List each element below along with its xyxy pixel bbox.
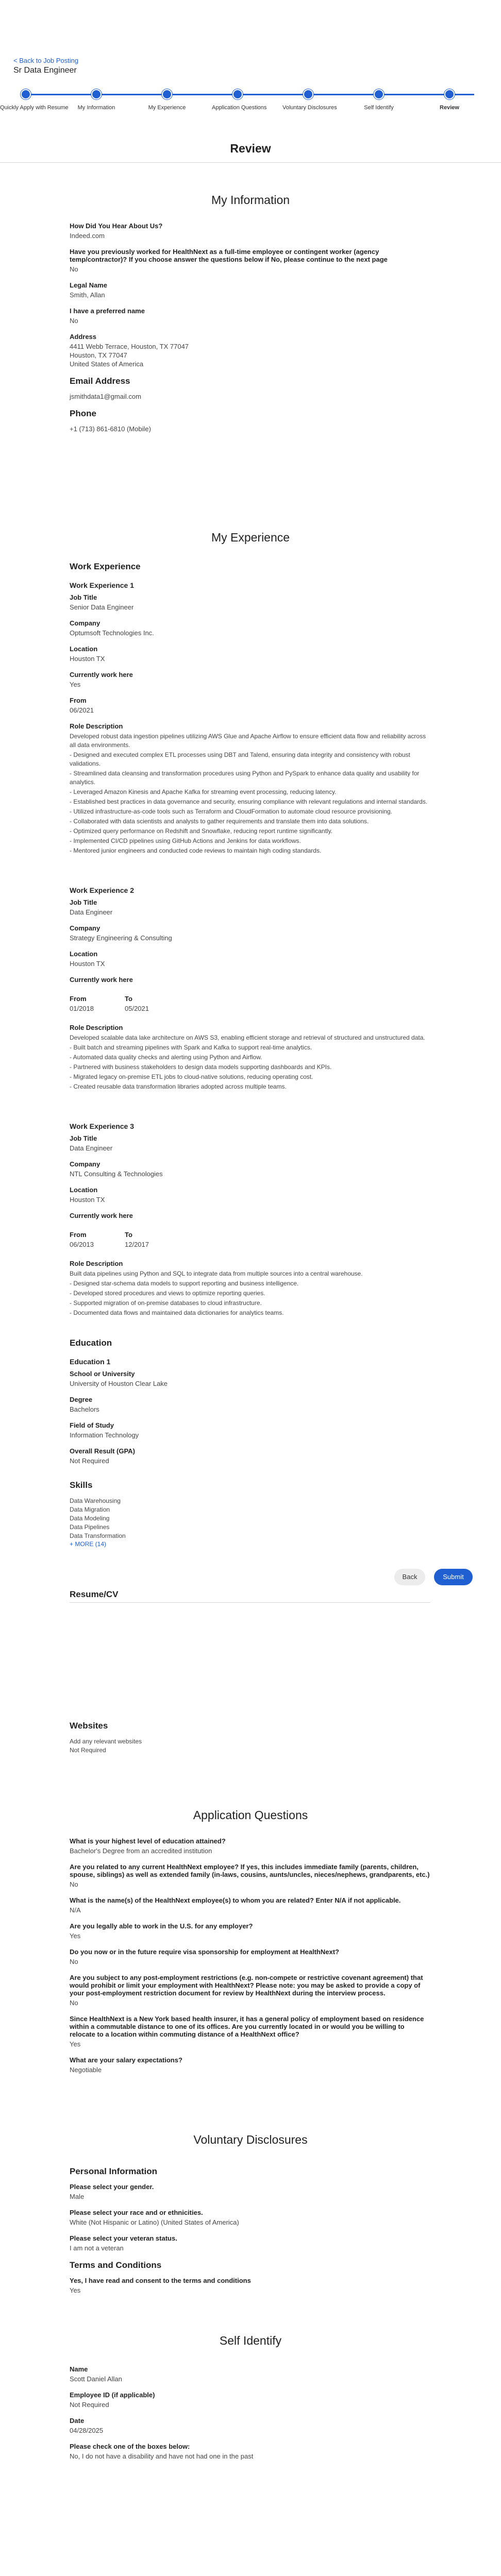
step-application-questions: Application Questions	[212, 89, 263, 111]
step-my-information: My Information	[71, 89, 122, 111]
desc-line: - Partnered with business stakeholders to design data models supporting dashboards and KPIs.	[70, 1063, 332, 1071]
my-information-title: My Information	[211, 193, 290, 207]
answer-value: Houston, TX 77047	[70, 351, 127, 359]
desc-line: - Streamlined data cleansing and transformation procedures using Python and PySpark to enhance data quality and usability for analytics.	[70, 770, 420, 786]
desc-line: - Designed and executed complex ETL processes using DBT and Talend, ensuring data integrity and consistency with robust validations.	[70, 751, 410, 767]
currently-value: Yes	[70, 681, 81, 688]
role-description	[70, 1269, 430, 1317]
location-label: Location	[70, 1186, 98, 1194]
from-value: 06/2021	[70, 706, 94, 714]
answer-value: United States of America	[70, 360, 144, 368]
desc-line: - Collaborated with data scientists and analysts to gather requirements and translate them into data solutions.	[70, 818, 369, 825]
school-value: University of Houston Clear Lake	[70, 1380, 168, 1387]
education-1-header: Education 1	[70, 1358, 111, 1366]
my-experience-section	[70, 556, 430, 1548]
job-title: Sr Data Engineer	[13, 66, 77, 75]
step-dot	[232, 89, 243, 99]
email-value: jsmithdata1@gmail.com	[70, 393, 141, 400]
gpa-value: Not Required	[70, 1457, 109, 1465]
divider	[0, 162, 501, 163]
answer-value: N/A	[70, 1906, 81, 1914]
company-label: Company	[70, 1160, 101, 1168]
skill-item: Data Warehousing	[70, 1497, 121, 1504]
desc-line: Built data pipelines using Python and SQL to integrate data from multiple sources into a central warehouse.	[70, 1270, 363, 1277]
question-label: Please check one of the boxes below:	[70, 2443, 190, 2450]
desc-line: - Developed stored procedures and views to optimize reporting queries.	[70, 1290, 265, 1297]
skill-item: Data Pipelines	[70, 1523, 110, 1531]
currently-label: Currently work here	[70, 976, 133, 984]
from-value: 06/2013	[70, 1241, 94, 1248]
desc-line: - Built batch and streaming pipelines with Spark and Kafka to support real-time analytics.	[70, 1044, 312, 1051]
location-value: Houston TX	[70, 960, 105, 968]
answer-value: Negotiable	[70, 2066, 102, 2074]
question-label: Employee ID (if applicable)	[70, 2391, 155, 2399]
role-description	[70, 1033, 430, 1091]
answer-value: White (Not Hispanic or Latino) (United States of America)	[70, 2218, 239, 2226]
role-description	[70, 732, 430, 855]
question-label: I have a preferred name	[70, 307, 145, 315]
currently-label: Currently work here	[70, 1212, 133, 1219]
voluntary-disclosures-title: Voluntary Disclosures	[193, 2133, 308, 2146]
question-label: How Did You Hear About Us?	[70, 222, 163, 230]
answer-value: No	[70, 317, 78, 325]
websites-value: Not Required	[70, 1747, 106, 1754]
question-label: What is your highest level of education attained?	[70, 1837, 226, 1845]
desc-line: - Mentored junior engineers and conducted code reviews to maintain high coding standards.	[70, 847, 322, 854]
step-voluntary-disclosures: Voluntary Disclosures	[282, 89, 334, 111]
job-title-value: Data Engineer	[70, 1144, 113, 1152]
desc-line: Developed robust data ingestion pipelines utilizing AWS Glue and Apache Airflow to ensure efficient data flow and reliability across all data environments.	[70, 733, 426, 749]
date-range	[70, 992, 430, 1021]
location-label: Location	[70, 645, 98, 653]
company-value: Strategy Engineering & Consulting	[70, 934, 172, 942]
websites-label: Add any relevant websites	[70, 1738, 142, 1745]
answer-value: 04/28/2025	[70, 2427, 104, 2434]
personal-information-heading: Personal Information	[70, 2166, 158, 2176]
role-description-label: Role Description	[70, 722, 123, 730]
company-value: Optumsoft Technologies Inc.	[70, 629, 154, 637]
phone-value: +1 (713) 861-6810 (Mobile)	[70, 425, 151, 433]
my-experience-title: My Experience	[211, 531, 290, 544]
work-experience-3-header: Work Experience 3	[70, 1122, 135, 1130]
question-label: Please select your veteran status.	[70, 2234, 177, 2242]
answer-value: Yes	[70, 2286, 81, 2294]
desc-line: - Migrated legacy on-premise ETL jobs to cloud-native solutions, reducing operating cost.	[70, 1073, 313, 1080]
desc-line: - Leveraged Amazon Kinesis and Apache Kafka for streaming event processing, reducing latency.	[70, 788, 337, 795]
answer-value: Bachelor's Degree from an accredited institution	[70, 1847, 212, 1855]
answer-value: No	[70, 265, 78, 273]
answer-value: Yes	[70, 1932, 81, 1940]
company-value: NTL Consulting & Technologies	[70, 1170, 163, 1178]
location-label: Location	[70, 950, 98, 958]
from-label: From	[70, 995, 87, 1003]
desc-line: - Automated data quality checks and alerting using Python and Airflow.	[70, 1054, 262, 1061]
question-label: Date	[70, 2417, 85, 2425]
date-range	[70, 1228, 430, 1257]
question-label: Please select your race and or ethnicities.	[70, 2209, 203, 2216]
submit-button[interactable]: Submit	[434, 1569, 473, 1585]
question-label: Are you legally able to work in the U.S. for any employer?	[70, 1922, 253, 1930]
job-title-label: Job Title	[70, 594, 97, 601]
answer-value: Scott Daniel Allan	[70, 2375, 122, 2383]
answer-value: Yes	[70, 2040, 81, 2048]
resume-heading: Resume/CV	[70, 1589, 119, 1599]
job-title-label: Job Title	[70, 899, 97, 906]
to-label: To	[125, 995, 132, 1003]
email-heading: Email Address	[70, 376, 130, 386]
step-dot	[21, 89, 31, 99]
voluntary-disclosures-section	[70, 2161, 430, 2302]
question-label: What is the name(s) of the HealthNext employee(s) to whom you are related? Enter N/A if not applicable.	[70, 1896, 401, 1904]
school-label: School or University	[70, 1370, 135, 1378]
from-value: 01/2018	[70, 1005, 94, 1012]
gpa-label: Overall Result (GPA)	[70, 1447, 135, 1455]
divider	[70, 1602, 430, 1603]
from-label: From	[70, 1231, 87, 1239]
question-label: What are your salary expectations?	[70, 2056, 182, 2064]
answer-value: Smith, Allan	[70, 291, 105, 299]
answer-value: No, I do not have a disability and have not had one in the past	[70, 2452, 254, 2460]
location-value: Houston TX	[70, 655, 105, 663]
question-label: Have you previously worked for HealthNext as a full-time employee or contingent worker (agency temp/contractor)? If you choose answer the questions below if No, please continue to the next page	[70, 248, 388, 263]
skill-item: Data Migration	[70, 1506, 110, 1513]
work-experience-1-header: Work Experience 1	[70, 581, 135, 589]
role-description-label: Role Description	[70, 1260, 123, 1267]
question-label: Are you subject to any post-employment restrictions (e.g. non-compete or restrictive covenant agreement) that would prohibit or limit your employment with HealthNext? Please note: you may be asked to provide a copy of your post-employment restriction document for review by HealthNext during the interview process.	[70, 1974, 423, 1997]
step-dot	[444, 89, 455, 99]
job-title-value: Data Engineer	[70, 908, 113, 916]
location-value: Houston TX	[70, 1196, 105, 1204]
desc-line: - Established best practices in data governance and security, ensuring compliance with relevant regulations and internal standards.	[70, 798, 428, 805]
skills-more-link[interactable]: + MORE (14)	[70, 1540, 107, 1548]
my-information-section	[70, 219, 430, 441]
self-identify-title: Self Identify	[219, 2334, 282, 2347]
work-experience-2-header: Work Experience 2	[70, 886, 135, 894]
question-label: Yes, I have read and consent to the terms and conditions	[70, 2277, 251, 2284]
question-label: Legal Name	[70, 281, 107, 289]
step-dot	[303, 89, 313, 99]
company-label: Company	[70, 924, 101, 932]
step-dot	[374, 89, 384, 99]
role-description-label: Role Description	[70, 1024, 123, 1031]
websites-section	[70, 1716, 430, 1755]
application-questions-title: Application Questions	[193, 1808, 308, 1822]
desc-line: - Designed star-schema data models to support reporting and business intelligence.	[70, 1280, 299, 1287]
desc-line: - Optimized query performance on Redshift and Snowflake, reducing report runtime significantly.	[70, 827, 333, 835]
degree-label: Degree	[70, 1396, 93, 1403]
websites-heading: Websites	[70, 1721, 108, 1731]
field-label: Field of Study	[70, 1421, 114, 1429]
question-label: Address	[70, 333, 97, 341]
to-value: 12/2017	[125, 1241, 149, 1248]
company-label: Company	[70, 619, 101, 627]
answer-value: No	[70, 1958, 78, 1965]
from-label: From	[70, 697, 87, 704]
degree-value: Bachelors	[70, 1405, 99, 1413]
job-title-value: Senior Data Engineer	[70, 603, 134, 611]
question-label: Do you now or in the future require visa sponsorship for employment at HealthNext?	[70, 1948, 339, 1956]
skill-item: Data Modeling	[70, 1515, 110, 1522]
desc-line: - Documented data flows and maintained data dictionaries for analytics teams.	[70, 1309, 284, 1316]
to-label: To	[125, 1231, 132, 1239]
page-title: Review	[230, 142, 271, 155]
desc-line: - Implemented CI/CD pipelines using GitHub Actions and Jenkins for data workflows.	[70, 837, 301, 844]
skill-item: Data Transformation	[70, 1532, 126, 1539]
answer-value: Indeed.com	[70, 232, 105, 240]
step-self-identify: Self Identify	[353, 89, 405, 111]
step-review: Review	[424, 89, 475, 111]
desc-line: Developed scalable data lake architecture on AWS S3, enabling efficient storage and retrieval of structured and unstructured data.	[70, 1034, 425, 1041]
back-button[interactable]: Back	[394, 1569, 425, 1585]
skills-heading: Skills	[70, 1480, 93, 1490]
self-identify-section	[70, 2362, 430, 2468]
question-label: Name	[70, 2365, 88, 2373]
step-dot	[162, 89, 172, 99]
question-label: Please select your gender.	[70, 2183, 154, 2191]
desc-line: - Utilized infrastructure-as-code tools such as Terraform and CloudFormation to automate cloud resource provisioning.	[70, 808, 393, 815]
to-value: 05/2021	[125, 1005, 149, 1012]
back-to-job-posting-link[interactable]: < Back to Job Posting	[13, 57, 79, 64]
answer-value: No	[70, 1880, 78, 1888]
education-heading: Education	[70, 1338, 112, 1348]
step-my-experience: My Experience	[141, 89, 193, 111]
work-experience-heading: Work Experience	[70, 562, 141, 571]
terms-heading: Terms and Conditions	[70, 2260, 162, 2270]
phone-heading: Phone	[70, 409, 96, 418]
top-header	[0, 0, 501, 77]
application-questions-section	[70, 1834, 430, 2082]
step-dot	[91, 89, 102, 99]
question-label: Are you related to any current HealthNext employee? If yes, this includes immediate family (parents, children, spouse, siblings) as well as extended family (in-laws, cousins, aunts/uncles, nieces/nephews, grandparents, etc.)	[70, 1863, 430, 1878]
job-title-label: Job Title	[70, 1134, 97, 1142]
question-label: Since HealthNext is a New York based health insurer, it has a general policy of employment based on residence within a commutable distance to one of its offices. Are you currently located in or would you be willing to relocate to a location within commuting distance of a HealthNext office?	[70, 2015, 424, 2038]
answer-value: 4411 Webb Terrace, Houston, TX 77047	[70, 343, 189, 350]
desc-line: - Supported migration of on-premise databases to cloud infrastructure.	[70, 1299, 262, 1307]
answer-value: No	[70, 1999, 78, 2007]
answer-value: Not Required	[70, 2401, 109, 2409]
answer-value: Male	[70, 2193, 85, 2200]
desc-line: - Created reusable data transformation libraries adopted across multiple teams.	[70, 1083, 287, 1090]
field-value: Information Technology	[70, 1431, 139, 1439]
answer-value: I am not a veteran	[70, 2244, 124, 2252]
step-quick-apply: Quickly Apply with Resume	[0, 89, 52, 111]
currently-label: Currently work here	[70, 671, 133, 679]
